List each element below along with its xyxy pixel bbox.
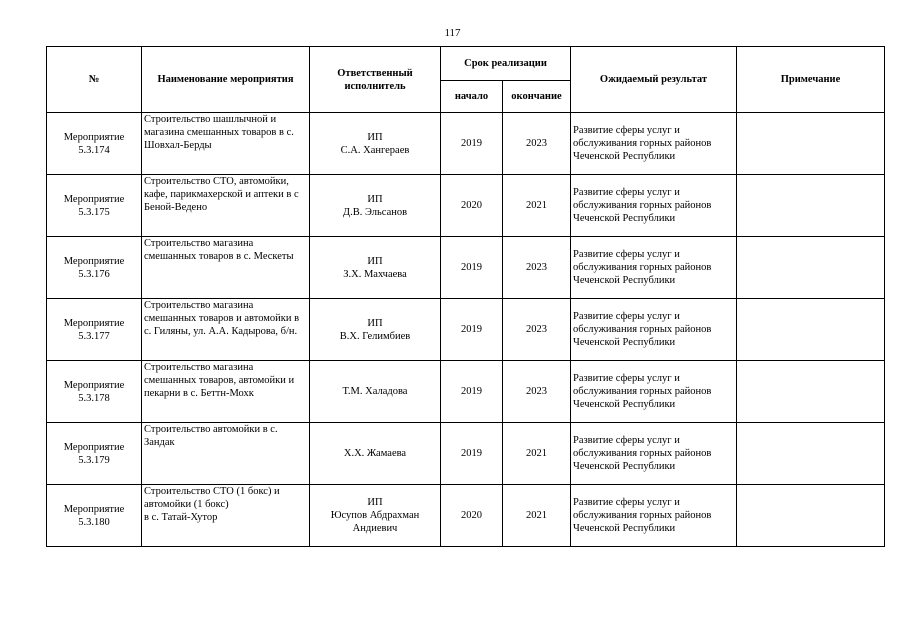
cell-responsible: Т.М. Халадова <box>310 361 441 423</box>
header-end: окончание <box>503 81 571 113</box>
cell-result: Развитие сферы услуг и обслуживания горных районов Чеченской Республики <box>571 423 737 485</box>
cell-result: Развитие сферы услуг и обслуживания горных районов Чеченской Республики <box>571 237 737 299</box>
table-row <box>47 423 885 485</box>
header-note: Примечание <box>737 47 885 113</box>
cell-start: 2019 <box>441 237 503 299</box>
cell-num: Мероприятие 5.3.180 <box>47 485 142 547</box>
cell-responsible: ИП Юсупов Абдрахман Андиевич <box>310 485 441 547</box>
cell-result: Развитие сферы услуг и обслуживания горных районов Чеченской Республики <box>571 299 737 361</box>
header-row <box>47 47 885 81</box>
cell-note <box>737 237 885 299</box>
cell-start: 2019 <box>441 423 503 485</box>
activities-table <box>46 46 885 547</box>
page-number: 117 <box>444 27 461 39</box>
cell-responsible: ИП В.Х. Гелимбиев <box>310 299 441 361</box>
cell-num: Мероприятие 5.3.175 <box>47 175 142 237</box>
cell-note <box>737 361 885 423</box>
table-row <box>47 113 885 175</box>
cell-start: 2019 <box>441 113 503 175</box>
cell-num: Мероприятие 5.3.174 <box>47 113 142 175</box>
cell-end: 2023 <box>503 237 571 299</box>
cell-responsible: Х.Х. Жамаева <box>310 423 441 485</box>
cell-result: Развитие сферы услуг и обслуживания горных районов Чеченской Республики <box>571 113 737 175</box>
cell-start: 2020 <box>441 175 503 237</box>
cell-end: 2021 <box>503 175 571 237</box>
cell-name: Строительство магазина смешанных товаров в с. Мескеты <box>142 237 310 299</box>
cell-end: 2021 <box>503 485 571 547</box>
cell-start: 2019 <box>441 299 503 361</box>
cell-name: Строительство СТО (1 бокс) и автомойки (1 бокс) в с. Татай-Хутор <box>142 485 310 547</box>
header-period: Срок реализации <box>441 47 571 81</box>
header-num: № <box>47 47 142 113</box>
cell-name: Строительство СТО, автомойки, кафе, парикмахерской и аптеки в с Беной-Ведено <box>142 175 310 237</box>
cell-end: 2023 <box>503 113 571 175</box>
header-responsible: Ответственный исполнитель <box>310 47 441 113</box>
header-result: Ожидаемый результат <box>571 47 737 113</box>
cell-result: Развитие сферы услуг и обслуживания горных районов Чеченской Республики <box>571 175 737 237</box>
cell-num: Мероприятие 5.3.176 <box>47 237 142 299</box>
cell-end: 2023 <box>503 299 571 361</box>
cell-note <box>737 113 885 175</box>
cell-name: Строительство магазина смешанных товаров, автомойки и пекарни в с. Беттн-Мохк <box>142 361 310 423</box>
cell-num: Мероприятие 5.3.178 <box>47 361 142 423</box>
cell-start: 2020 <box>441 485 503 547</box>
cell-responsible: ИП С.А. Хангераев <box>310 113 441 175</box>
cell-responsible: ИП Д.В. Эльсанов <box>310 175 441 237</box>
cell-start: 2019 <box>441 361 503 423</box>
table-row <box>47 361 885 423</box>
table-row <box>47 485 885 547</box>
cell-num: Мероприятие 5.3.177 <box>47 299 142 361</box>
cell-responsible: ИП З.Х. Махчаева <box>310 237 441 299</box>
header-name: Наименование мероприятия <box>142 47 310 113</box>
cell-note <box>737 423 885 485</box>
cell-name: Строительство магазина смешанных товаров и автомойки в с. Гиляны, ул. А.А. Кадырова, б/н. <box>142 299 310 361</box>
table-row <box>47 299 885 361</box>
cell-name: Строительство автомойки в с. Зандак <box>142 423 310 485</box>
cell-name: Строительство шашлычной и магазина смешанных товаров в с. Шовхал-Берды <box>142 113 310 175</box>
cell-note <box>737 299 885 361</box>
table-row <box>47 237 885 299</box>
header-start: начало <box>441 81 503 113</box>
cell-num: Мероприятие 5.3.179 <box>47 423 142 485</box>
cell-end: 2023 <box>503 361 571 423</box>
cell-end: 2021 <box>503 423 571 485</box>
cell-note <box>737 175 885 237</box>
cell-result: Развитие сферы услуг и обслуживания горных районов Чеченской Республики <box>571 485 737 547</box>
table-row <box>47 175 885 237</box>
cell-result: Развитие сферы услуг и обслуживания горных районов Чеченской Республики <box>571 361 737 423</box>
cell-note <box>737 485 885 547</box>
